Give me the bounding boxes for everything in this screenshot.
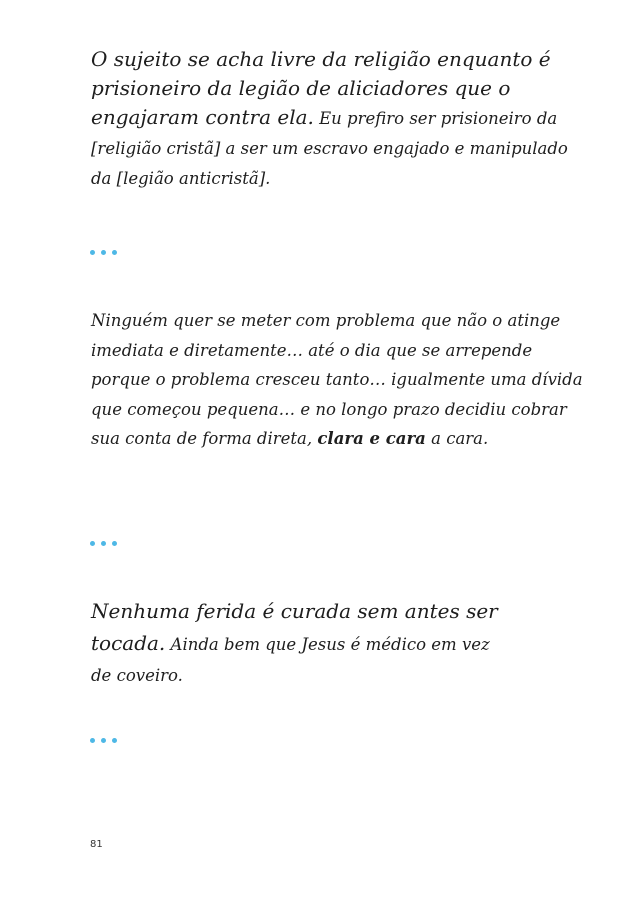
separator-dot <box>90 541 95 546</box>
quote-1-lead: O sujeito se acha livre da religião enquanto é prisioneiro da legião de aliciadores que o engajaram contra ela. <box>91 47 551 129</box>
separator-dots-1 <box>90 250 130 258</box>
separator-dot <box>112 738 117 743</box>
quote-2-text-before: Ninguém quer se meter com problema que não o atinge imediata e diretamente… até o dia que se arrepende porque o problema cresceu tanto… igualmente uma dívida que começou pequena… e no longo prazo decidiu cobrar sua conta de forma direta, <box>91 311 583 448</box>
quote-block-2 <box>91 306 591 454</box>
separator-dots-3 <box>90 738 130 746</box>
quote-2-text-after: a cara. <box>425 429 489 448</box>
page-number: 81 <box>90 839 103 850</box>
separator-dot <box>101 541 106 546</box>
separator-dot <box>112 250 117 255</box>
separator-dot <box>101 738 106 743</box>
separator-dots-2 <box>90 541 130 549</box>
quote-block-1 <box>91 45 591 193</box>
quote-3-tail: Ainda bem que Jesus é médico em vez de coveiro. <box>91 635 490 685</box>
quote-3-lead: Nenhuma ferida é curada sem antes ser tocada. <box>91 599 498 655</box>
separator-dot <box>90 250 95 255</box>
separator-dot <box>101 250 106 255</box>
separator-dot <box>90 738 95 743</box>
quote-1-tail: Eu prefiro ser prisioneiro da [religião cristã] a ser um escravo engajado e manipulado da [legião anticristã]. <box>91 109 568 188</box>
quote-block-3 <box>91 596 511 691</box>
quote-2-bold: clara e cara <box>317 429 426 448</box>
separator-dot <box>112 541 117 546</box>
